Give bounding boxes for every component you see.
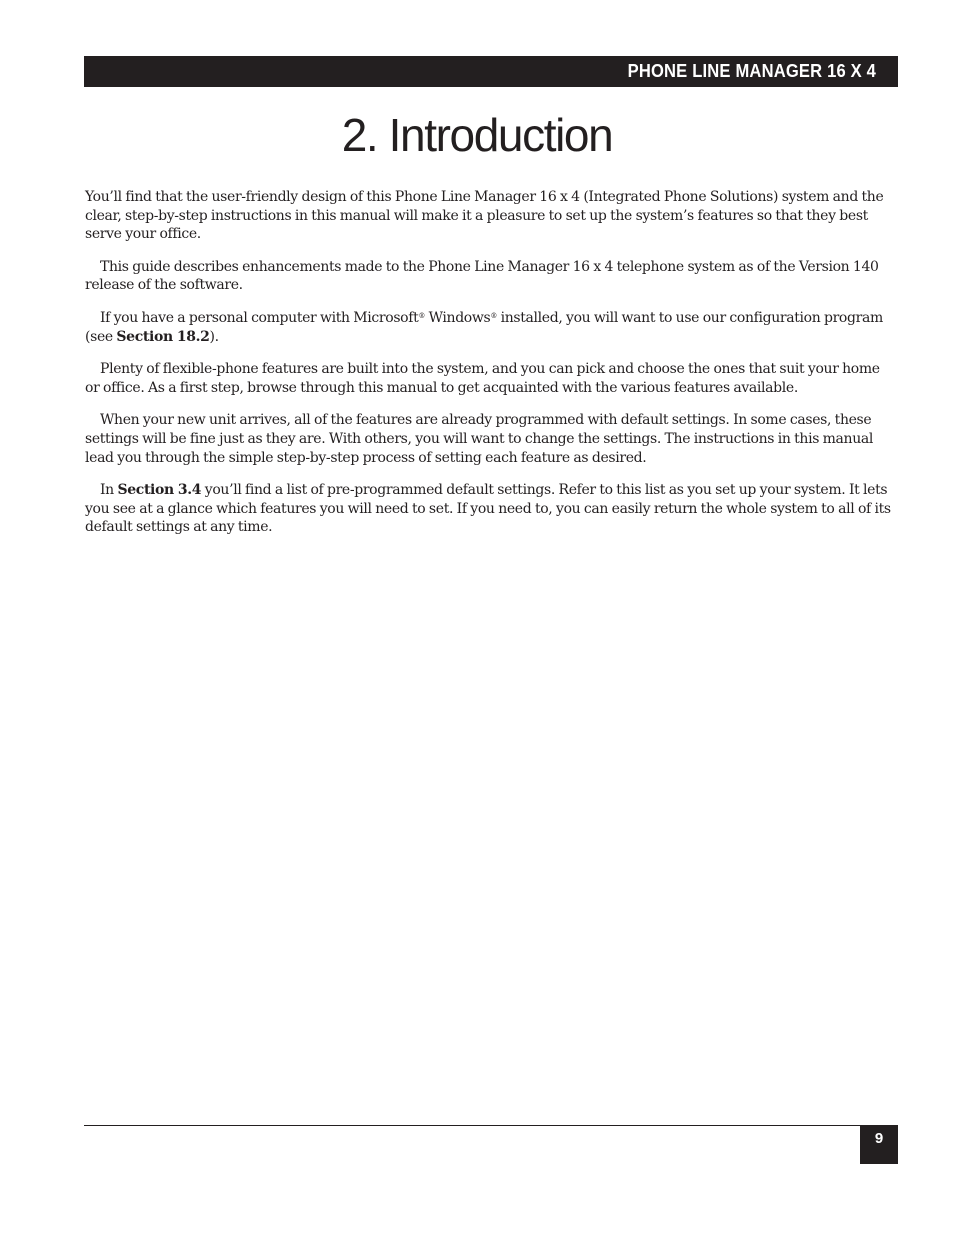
paragraph-intro: You’ll find that the user-friendly design of this Phone Line Manager 16 x 4 (Integrated Phone Solutions) system and the clear, step-by-step instructions in this manual will make it a pleasure to set up the system’s features so that they best serve your office. (85, 189, 884, 243)
header-bar (84, 56, 898, 87)
paragraph-text: Windows (425, 309, 491, 326)
paragraph-text: If you have a personal computer with Microsoft (100, 309, 419, 326)
paragraph-default-settings: When your new unit arrives, all of the features are already programmed with default settings. In some cases, these settings will be fine just as they are. With others, you will want to change the settings. The instructions in this manual lead you through the simple step-by-step process of setting each feature as desired. (85, 412, 874, 466)
paragraph-text: you’ll find a list of pre-programmed default settings. Refer to this list as you set up your system. It lets you see at a glance which features you will need to set. If you need to, you can easily return the whole system to all of its default settings at any time. (85, 482, 891, 536)
paragraph-configuration-program (85, 309, 897, 346)
paragraph-text: ). (209, 328, 219, 345)
section-reference: Section 18.2 (116, 328, 210, 345)
body-text (85, 188, 897, 551)
paragraph-section-reference (85, 481, 897, 537)
header-title: PHONE LINE MANAGER 16 X 4 (627, 61, 876, 81)
paragraph-features: Plenty of flexible-phone features are built into the system, and you can pick and choose the ones that suit your home or office. As a first step, browse through this manual to get acquainted with the various features available. (85, 361, 880, 396)
page-number-box (860, 1125, 898, 1164)
section-reference: Section 3.4 (117, 482, 202, 499)
paragraph-enhancements: This guide describes enhancements made to the Phone Line Manager 16 x 4 telephone system as of the Version 140 release of the software. (85, 258, 879, 294)
registered-mark: ® (418, 311, 425, 320)
paragraph-text: installed, you will want to use our configuration program (see (85, 309, 883, 345)
page-number: 9 (874, 1130, 884, 1147)
registered-mark: ® (490, 311, 498, 320)
footer-rule (84, 1125, 898, 1126)
paragraph-text: In (100, 482, 118, 499)
page-title: 2. Introduction (341, 109, 613, 161)
